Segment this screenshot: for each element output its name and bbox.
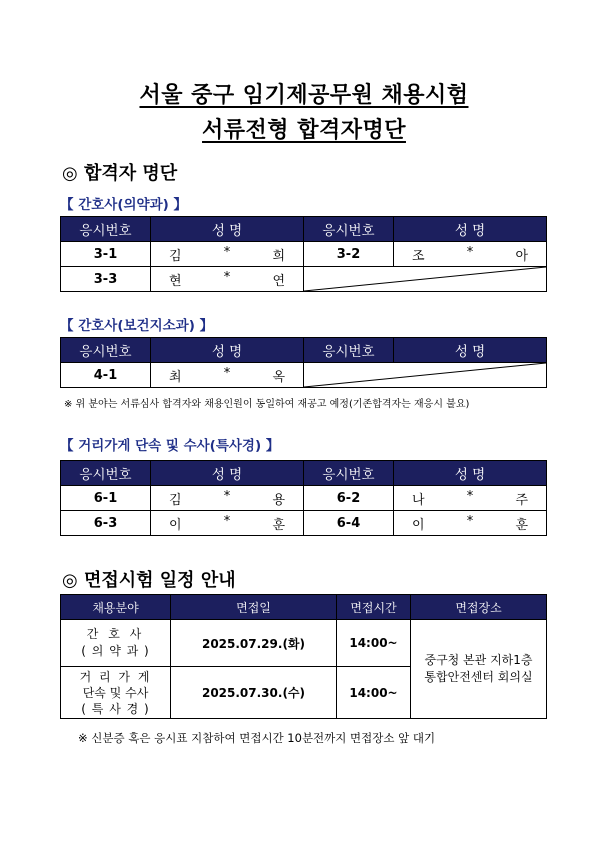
field-line: 단속 및 수사 — [82, 685, 149, 700]
header-number: 응시번호 — [304, 217, 394, 242]
table-row — [61, 363, 547, 388]
applicant-number: 3-1 — [61, 242, 151, 267]
interview-schedule-table — [60, 594, 547, 719]
header-number: 응시번호 — [61, 217, 151, 242]
applicant-name: 최 * 옥 — [151, 363, 304, 388]
header-number: 응시번호 — [304, 338, 394, 363]
category-label-nurse-clinic: 【 간호사(보건지소과) 】 — [60, 318, 214, 334]
applicant-name: 나 * 주 — [394, 486, 547, 511]
roster-table-street-vendor — [60, 460, 547, 536]
interview-note: ※ 신분증 혹은 응시표 지참하여 면접시간 10분전까지 면접장소 앞 대기 — [78, 731, 436, 745]
applicant-name: 김 * 용 — [151, 486, 304, 511]
header-name: 성 명 — [394, 217, 547, 242]
place-line: 통합안전센터 회의실 — [424, 670, 533, 684]
empty-cell — [304, 267, 547, 292]
field-cell — [61, 620, 171, 667]
header-name: 성 명 — [394, 461, 547, 486]
roster-table-nurse-clinic — [60, 337, 547, 388]
field-line: ( 특 사 경 ) — [81, 701, 150, 716]
applicant-name: 이 * 훈 — [394, 511, 547, 536]
title-line-1: 서울 중구 임기제공무원 채용시험 — [139, 83, 469, 108]
empty-cell — [304, 363, 547, 388]
table-row — [61, 620, 547, 667]
interview-date: 2025.07.30.(수) — [171, 667, 337, 719]
interview-place — [411, 620, 547, 719]
field-line: 거 리 가 게 — [79, 669, 152, 684]
interview-time: 14:00~ — [337, 667, 411, 719]
applicant-name: 조 * 아 — [394, 242, 547, 267]
header-name: 성 명 — [151, 217, 304, 242]
applicant-number: 3-2 — [304, 242, 394, 267]
applicant-number: 6-3 — [61, 511, 151, 536]
interview-date: 2025.07.29.(화) — [171, 620, 337, 667]
header-name: 성 명 — [151, 338, 304, 363]
table-row — [61, 511, 547, 536]
applicant-number: 6-2 — [304, 486, 394, 511]
section-heading-interview: ◎ 면접시험 일정 안내 — [62, 570, 236, 591]
field-cell — [61, 667, 171, 719]
roster-table-nurse-medical — [60, 216, 547, 292]
applicant-name: 김 * 희 — [151, 242, 304, 267]
table-row — [61, 486, 547, 511]
header-field: 채용분야 — [61, 595, 171, 620]
header-date: 면접일 — [171, 595, 337, 620]
header-number: 응시번호 — [61, 338, 151, 363]
header-time: 면접시간 — [337, 595, 411, 620]
applicant-name: 이 * 훈 — [151, 511, 304, 536]
header-number: 응시번호 — [304, 461, 394, 486]
title-line-2: 서류전형 합격자명단 — [202, 118, 406, 143]
interview-time: 14:00~ — [337, 620, 411, 667]
applicant-number: 3-3 — [61, 267, 151, 292]
category-label-street-vendor: 【 거리가게 단속 및 수사(특사경) 】 — [60, 438, 280, 454]
applicant-number: 4-1 — [61, 363, 151, 388]
field-line: 간 호 사 — [86, 627, 145, 641]
header-number: 응시번호 — [61, 461, 151, 486]
recruitment-note: ※ 위 분야는 서류심사 합격자와 채용인원이 동일하여 재공고 예정(기존합격자는 재응시 불요) — [64, 399, 470, 410]
header-place: 면접장소 — [411, 595, 547, 620]
section-heading-passers: ◎ 합격자 명단 — [62, 163, 178, 184]
place-line: 중구청 본관 지하1층 — [424, 653, 533, 667]
applicant-number: 6-1 — [61, 486, 151, 511]
category-label-nurse-medical: 【 간호사(의약과) 】 — [60, 197, 187, 213]
table-row — [61, 242, 547, 267]
field-line: ( 의 약 과 ) — [81, 644, 150, 658]
header-name: 성 명 — [151, 461, 304, 486]
table-row — [61, 267, 547, 292]
applicant-number: 6-4 — [304, 511, 394, 536]
header-name: 성 명 — [394, 338, 547, 363]
applicant-name: 현 * 연 — [151, 267, 304, 292]
